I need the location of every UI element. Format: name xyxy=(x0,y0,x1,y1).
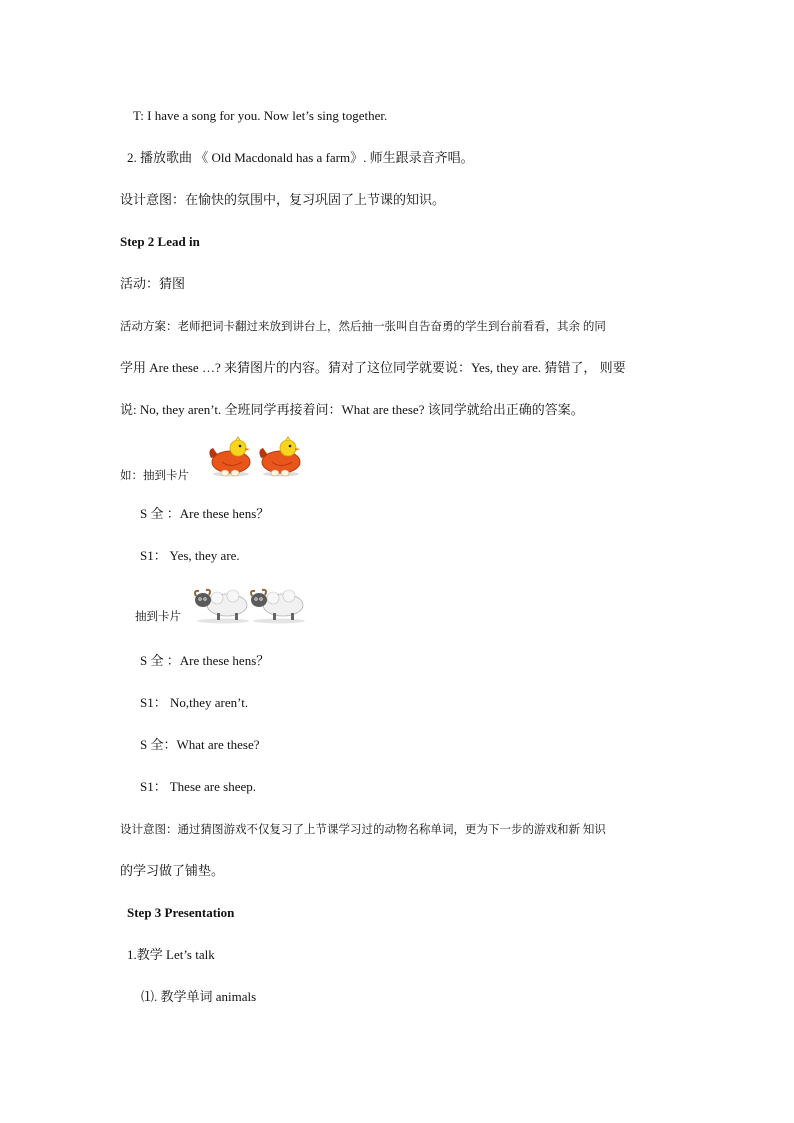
activity-plan-line-3: 说: No, they aren’t. 全班同学再接着问：What are these? 该同学就给出正确的答案。 xyxy=(120,402,584,417)
student-question-1: S 全 ：Are these hens？ xyxy=(140,506,270,521)
activity-plan-line-1: 活动方案：老师把词卡翻过来放到讲台上，然后抽一张叫自告奋勇的学生到台前看看，其余 的同 xyxy=(120,321,606,333)
heading-step-3: Step 3 Presentation xyxy=(127,905,235,920)
design-intent-1: 设计意图：在愉快的氛围中，复习巩固了上节课的知识。 xyxy=(120,192,446,207)
activity-title: 活动：猜图 xyxy=(120,276,186,291)
student-answer-3: S1： These are sheep. xyxy=(140,779,257,794)
design-intent-2-line-1: 设计意图：通过猜图游戏不仅复习了上节课学习过的动物名称单词，更为下一步的游戏和新 知识 xyxy=(120,824,606,836)
teaching-subitem-1: ⑴. 教学单词 animals xyxy=(141,989,257,1004)
student-answer-1: S1： Yes, they are. xyxy=(140,548,240,563)
design-intent-2-line-2: 的学习做了铺垫。 xyxy=(120,863,225,878)
student-question-3: S 全：What are these? xyxy=(140,737,260,752)
student-question-2: S 全 ：Are these hens？ xyxy=(140,653,270,668)
example-draw-card-label: 如：抽到卡片 xyxy=(120,470,189,482)
step-item-song: 2. 播放歌曲 《 Old Macdonald has a farm》. 师生跟录音齐唱。 xyxy=(127,150,474,165)
student-answer-2: S1： No,they aren’t. xyxy=(140,695,249,710)
heading-step-2: Step 2 Lead in xyxy=(120,234,200,249)
draw-card-label-2: 抽到卡片 xyxy=(135,611,181,623)
activity-plan-line-2: 学用 Are these …? 来猜图片的内容。猜对了这位同学就要说：Yes, they are. 猜错了， 则要 xyxy=(120,360,626,375)
hen-2 xyxy=(259,437,300,477)
sheep-1 xyxy=(195,590,249,624)
dialogue-teacher-line: T: I have a song for you. Now let’s sing together. xyxy=(133,108,388,123)
teaching-item-1: 1.教学 Let’s talk xyxy=(127,947,215,962)
hen-1 xyxy=(209,437,250,477)
sheep-2 xyxy=(251,590,305,624)
sheep-illustration xyxy=(193,586,307,624)
hen-illustration xyxy=(205,436,307,478)
